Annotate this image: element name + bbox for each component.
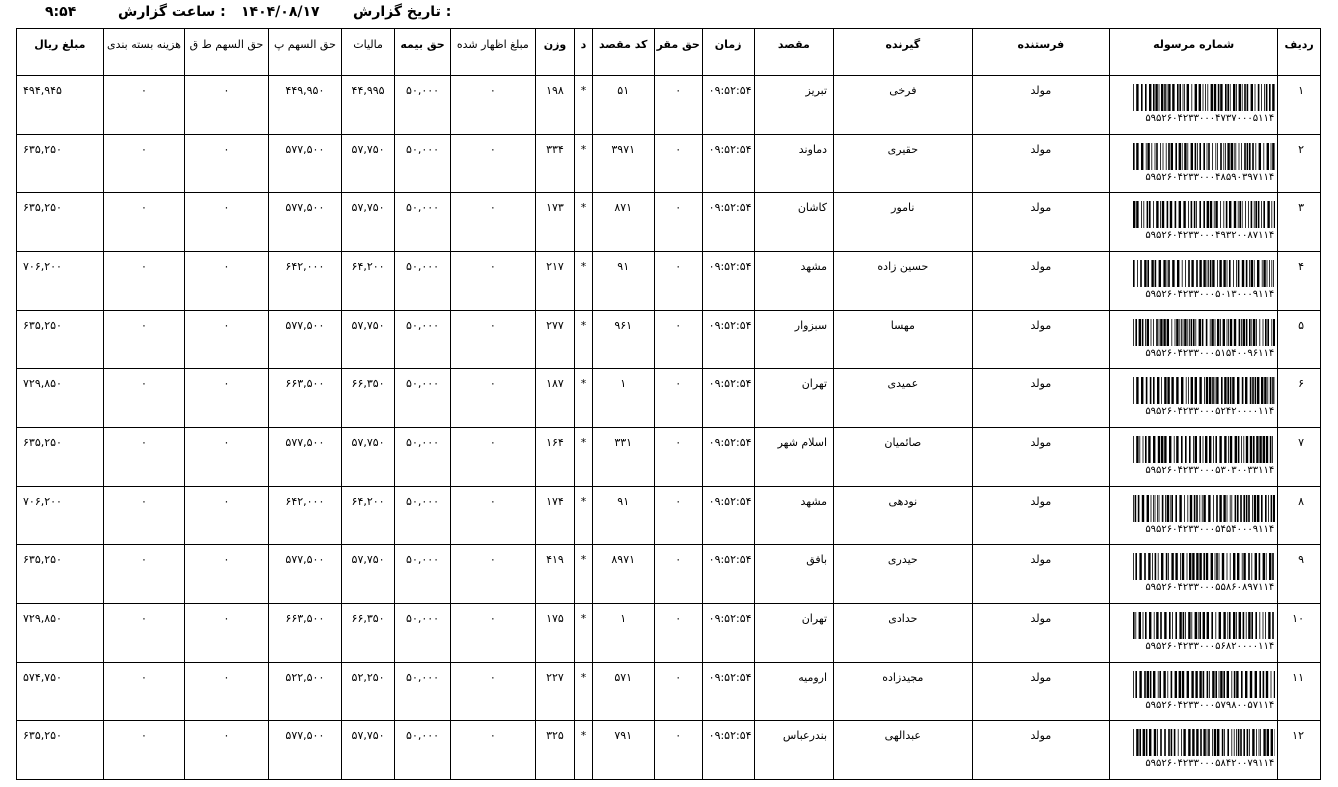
cell-declared: ۰ [451,662,536,721]
cell-tax: ۶۴,۲۰۰ [342,486,395,545]
barcode-icon [1133,612,1275,639]
cell-insurance: ۵۰,۰۰۰ [395,134,451,193]
cell-tracking [1110,486,1278,545]
barcode-icon [1133,436,1275,463]
cell-destination: کاشان [754,193,833,252]
cell-share-tq: ۰ [185,76,269,135]
cell-hq-fee: ۰ [654,427,702,486]
cell-d: * [575,427,592,486]
cell-weight: ۱۷۴ [535,486,575,545]
cell-hq-fee: ۰ [654,603,702,662]
tracking-number: ۵۹۵۲۶۰۴۲۳۳۰۰۰۵۳۰۳۰۰۳۳۱۱۴ [1145,464,1275,476]
cell-receiver: حیدری [834,545,973,604]
cell-declared: ۰ [451,251,536,310]
header-amount: مبلغ ریال [17,29,104,76]
cell-dest-code: ۹۱ [592,486,654,545]
table-row [17,427,1321,486]
cell-declared: ۰ [451,76,536,135]
barcode-icon [1133,495,1275,522]
cell-time: ۰۹:۵۲:۵۴ [702,251,754,310]
cell-hq-fee: ۰ [654,545,702,604]
cell-row: ۵ [1278,310,1321,369]
cell-sender: مولد [972,721,1110,780]
header-tracking: شماره مرسوله [1110,29,1278,76]
tracking-number: ۵۹۵۲۶۰۴۲۳۳۰۰۰۴۸۵۹۰۳۹۷۱۱۴ [1145,171,1275,183]
cell-insurance: ۵۰,۰۰۰ [395,721,451,780]
barcode-icon [1133,260,1275,287]
table-row [17,193,1321,252]
cell-amount: ۶۳۵,۲۵۰ [17,193,104,252]
cell-share-tq: ۰ [185,603,269,662]
table-row [17,76,1321,135]
cell-tracking [1110,427,1278,486]
table-header-row [17,29,1321,76]
cell-sender: مولد [972,662,1110,721]
cell-weight: ۲۱۷ [535,251,575,310]
cell-weight: ۲۷۷ [535,310,575,369]
tracking-number: ۵۹۵۲۶۰۴۲۳۳۰۰۰۵۷۹۸۰۰۵۷۱۱۴ [1145,699,1275,711]
cell-d: * [575,369,592,428]
cell-sender: مولد [972,545,1110,604]
cell-tracking [1110,76,1278,135]
header-weight: وزن [535,29,575,76]
cell-packing: ۰ [103,369,185,428]
tracking-number: ۵۹۵۲۶۰۴۲۳۳۰۰۰۵۰۱۳۰۰۰۹۱۱۴ [1145,288,1275,300]
cell-share-p: ۵۷۷,۵۰۰ [268,134,341,193]
cell-insurance: ۵۰,۰۰۰ [395,486,451,545]
cell-tracking [1110,251,1278,310]
cell-sender: مولد [972,310,1110,369]
cell-row: ۱۲ [1278,721,1321,780]
cell-declared: ۰ [451,427,536,486]
cell-receiver: عمیدی [834,369,973,428]
cell-row: ۸ [1278,486,1321,545]
tracking-number: ۵۹۵۲۶۰۴۲۳۳۰۰۰۵۲۴۲۰۰۰۰۱۱۴ [1145,406,1275,418]
cell-packing: ۰ [103,134,185,193]
cell-row: ۷ [1278,427,1321,486]
cell-time: ۰۹:۵۲:۵۴ [702,545,754,604]
cell-sender: مولد [972,427,1110,486]
cell-share-p: ۵۷۷,۵۰۰ [268,721,341,780]
tracking-number: ۵۹۵۲۶۰۴۲۳۳۰۰۰۵۶۸۲۰۰۰۰۱۱۴ [1145,640,1275,652]
cell-share-p: ۶۴۲,۰۰۰ [268,251,341,310]
cell-weight: ۳۲۵ [535,721,575,780]
cell-weight: ۱۷۳ [535,193,575,252]
barcode-icon [1133,729,1275,756]
cell-receiver: عبدالهی [834,721,973,780]
header-packing: هزینه بسته بندی [103,29,185,76]
cell-time: ۰۹:۵۲:۵۴ [702,76,754,135]
cell-share-p: ۶۶۳,۵۰۰ [268,369,341,428]
cell-dest-code: ۳۹۷۱ [592,134,654,193]
cell-dest-code: ۵۱ [592,76,654,135]
cell-weight: ۳۳۴ [535,134,575,193]
cell-dest-code: ۳۳۱ [592,427,654,486]
cell-destination: مشهد [754,251,833,310]
cell-share-p: ۴۴۹,۹۵۰ [268,76,341,135]
report-header [0,0,1338,28]
barcode-icon [1133,319,1275,346]
table-row [17,310,1321,369]
cell-declared: ۰ [451,193,536,252]
cell-share-tq: ۰ [185,251,269,310]
cell-row: ۱۱ [1278,662,1321,721]
cell-tax: ۵۷,۷۵۰ [342,134,395,193]
tracking-number: ۵۹۵۲۶۰۴۲۳۳۰۰۰۵۸۴۲۰۰۷۹۱۱۴ [1145,758,1275,770]
cell-declared: ۰ [451,721,536,780]
cell-tax: ۶۴,۲۰۰ [342,251,395,310]
cell-row: ۴ [1278,251,1321,310]
cell-amount: ۶۳۵,۲۵۰ [17,721,104,780]
cell-share-p: ۵۲۲,۵۰۰ [268,662,341,721]
header-share-tq: حق السهم ط ق [185,29,269,76]
cell-d: * [575,603,592,662]
tracking-number: ۵۹۵۲۶۰۴۲۳۳۰۰۰۴۹۳۲۰۰۸۷۱۱۴ [1145,230,1275,242]
table-row [17,251,1321,310]
cell-time: ۰۹:۵۲:۵۴ [702,369,754,428]
table-row [17,486,1321,545]
cell-share-tq: ۰ [185,193,269,252]
cell-hq-fee: ۰ [654,76,702,135]
cell-d: * [575,721,592,780]
report-date-label: تاریخ گزارش : [353,4,452,20]
header-destination: مقصد [754,29,833,76]
barcode-icon [1133,553,1275,580]
cell-dest-code: ۹۱ [592,251,654,310]
cell-receiver: نامور [834,193,973,252]
cell-insurance: ۵۰,۰۰۰ [395,369,451,428]
cell-dest-code: ۷۹۱ [592,721,654,780]
cell-share-tq: ۰ [185,486,269,545]
tracking-number: ۵۹۵۲۶۰۴۲۳۳۰۰۰۵۴۵۴۰۰۰۹۱۱۴ [1145,523,1275,535]
cell-hq-fee: ۰ [654,369,702,428]
cell-d: * [575,76,592,135]
cell-insurance: ۵۰,۰۰۰ [395,662,451,721]
cell-share-tq: ۰ [185,310,269,369]
cell-destination: بافق [754,545,833,604]
cell-d: * [575,662,592,721]
cell-dest-code: ۵۷۱ [592,662,654,721]
cell-packing: ۰ [103,603,185,662]
cell-share-tq: ۰ [185,427,269,486]
report-time: ۹:۵۴ [45,4,77,20]
cell-destination: مشهد [754,486,833,545]
shipments-table [16,28,1321,780]
tracking-number: ۵۹۵۲۶۰۴۲۳۳۰۰۰۴۷۳۷۰۰۰۵۱۱۴ [1145,113,1275,124]
table-row [17,369,1321,428]
cell-sender: مولد [972,76,1110,135]
table-row [17,134,1321,193]
cell-dest-code: ۸۷۱ [592,193,654,252]
cell-receiver: حسین زاده [834,251,973,310]
cell-share-tq: ۰ [185,662,269,721]
cell-receiver: مهسا [834,310,973,369]
cell-destination: تبریز [754,76,833,135]
cell-share-p: ۵۷۷,۵۰۰ [268,310,341,369]
cell-packing: ۰ [103,486,185,545]
table-row [17,721,1321,780]
header-dest-code: کد مقصد [592,29,654,76]
cell-declared: ۰ [451,486,536,545]
cell-share-p: ۵۷۷,۵۰۰ [268,193,341,252]
cell-time: ۰۹:۵۲:۵۴ [702,310,754,369]
cell-share-tq: ۰ [185,721,269,780]
cell-time: ۰۹:۵۲:۵۴ [702,662,754,721]
cell-receiver: حقیری [834,134,973,193]
cell-dest-code: ۱ [592,369,654,428]
cell-weight: ۱۷۵ [535,603,575,662]
cell-time: ۰۹:۵۲:۵۴ [702,193,754,252]
cell-insurance: ۵۰,۰۰۰ [395,76,451,135]
cell-amount: ۶۳۵,۲۵۰ [17,134,104,193]
cell-tax: ۵۷,۷۵۰ [342,310,395,369]
cell-tax: ۵۷,۷۵۰ [342,193,395,252]
cell-tracking [1110,662,1278,721]
barcode-icon [1133,84,1275,111]
cell-tracking [1110,310,1278,369]
cell-sender: مولد [972,193,1110,252]
cell-dest-code: ۱ [592,603,654,662]
table-row [17,545,1321,604]
cell-tax: ۵۷,۷۵۰ [342,721,395,780]
cell-weight: ۴۱۹ [535,545,575,604]
barcode-icon [1133,143,1275,170]
header-time: زمان [702,29,754,76]
cell-destination: تهران [754,369,833,428]
cell-receiver: صائمیان [834,427,973,486]
header-sender: فرستنده [972,29,1110,76]
cell-hq-fee: ۰ [654,193,702,252]
tracking-number: ۵۹۵۲۶۰۴۲۳۳۰۰۰۵۵۸۶۰۸۹۷۱۱۴ [1145,582,1275,594]
header-share-p: حق السهم پ [268,29,341,76]
cell-receiver: نودهی [834,486,973,545]
cell-dest-code: ۸۹۷۱ [592,545,654,604]
cell-packing: ۰ [103,76,185,135]
cell-amount: ۷۰۶,۲۰۰ [17,486,104,545]
cell-packing: ۰ [103,427,185,486]
cell-destination: دماوند [754,134,833,193]
cell-row: ۱ [1278,76,1321,135]
cell-time: ۰۹:۵۲:۵۴ [702,721,754,780]
cell-tracking [1110,721,1278,780]
cell-sender: مولد [972,251,1110,310]
cell-packing: ۰ [103,251,185,310]
cell-share-tq: ۰ [185,134,269,193]
cell-weight: ۲۲۷ [535,662,575,721]
cell-weight: ۱۹۸ [535,76,575,135]
header-row: ردیف [1278,29,1321,76]
cell-time: ۰۹:۵۲:۵۴ [702,603,754,662]
cell-sender: مولد [972,369,1110,428]
cell-tracking [1110,545,1278,604]
cell-d: * [575,545,592,604]
cell-packing: ۰ [103,310,185,369]
header-hq-fee: حق مقر [654,29,702,76]
cell-tracking [1110,134,1278,193]
cell-amount: ۶۳۵,۲۵۰ [17,545,104,604]
header-receiver: گیرنده [834,29,973,76]
cell-tracking [1110,369,1278,428]
cell-row: ۶ [1278,369,1321,428]
report-time-label: ساعت گزارش : [118,4,226,20]
cell-packing: ۰ [103,193,185,252]
cell-hq-fee: ۰ [654,251,702,310]
cell-tax: ۵۷,۷۵۰ [342,545,395,604]
cell-destination: بندرعباس [754,721,833,780]
cell-receiver: فرخی [834,76,973,135]
cell-declared: ۰ [451,134,536,193]
cell-insurance: ۵۰,۰۰۰ [395,193,451,252]
cell-amount: ۷۲۹,۸۵۰ [17,369,104,428]
cell-tracking [1110,603,1278,662]
header-insurance: حق بیمه [395,29,451,76]
cell-insurance: ۵۰,۰۰۰ [395,603,451,662]
cell-d: * [575,251,592,310]
cell-insurance: ۵۰,۰۰۰ [395,427,451,486]
cell-d: * [575,310,592,369]
cell-tax: ۶۶,۳۵۰ [342,369,395,428]
cell-share-p: ۵۷۷,۵۰۰ [268,545,341,604]
cell-tax: ۶۶,۳۵۰ [342,603,395,662]
cell-hq-fee: ۰ [654,310,702,369]
cell-destination: سبزوار [754,310,833,369]
cell-insurance: ۵۰,۰۰۰ [395,310,451,369]
cell-share-tq: ۰ [185,545,269,604]
barcode-icon [1133,377,1275,404]
cell-row: ۲ [1278,134,1321,193]
cell-amount: ۶۳۵,۲۵۰ [17,427,104,486]
cell-destination: ارومیه [754,662,833,721]
header-tax: مالیات [342,29,395,76]
cell-amount: ۷۲۹,۸۵۰ [17,603,104,662]
cell-amount: ۵۷۴,۷۵۰ [17,662,104,721]
cell-amount: ۴۹۴,۹۴۵ [17,76,104,135]
header-declared: مبلغ اظهار شده [451,29,536,76]
barcode-icon [1133,201,1275,228]
cell-receiver: مجیدزاده [834,662,973,721]
cell-declared: ۰ [451,369,536,428]
cell-hq-fee: ۰ [654,721,702,780]
report-date: ۱۴۰۴/۰۸/۱۷ [241,4,320,20]
cell-share-p: ۶۴۲,۰۰۰ [268,486,341,545]
cell-sender: مولد [972,486,1110,545]
cell-time: ۰۹:۵۲:۵۴ [702,134,754,193]
cell-insurance: ۵۰,۰۰۰ [395,545,451,604]
cell-weight: ۱۶۴ [535,427,575,486]
cell-packing: ۰ [103,662,185,721]
cell-declared: ۰ [451,545,536,604]
cell-hq-fee: ۰ [654,662,702,721]
cell-tax: ۵۷,۷۵۰ [342,427,395,486]
cell-amount: ۷۰۶,۲۰۰ [17,251,104,310]
cell-row: ۱۰ [1278,603,1321,662]
tracking-number: ۵۹۵۲۶۰۴۲۳۳۰۰۰۵۱۵۴۰۰۹۶۱۱۴ [1145,347,1275,359]
cell-time: ۰۹:۵۲:۵۴ [702,427,754,486]
cell-packing: ۰ [103,545,185,604]
cell-destination: تهران [754,603,833,662]
cell-packing: ۰ [103,721,185,780]
cell-tax: ۵۲,۲۵۰ [342,662,395,721]
cell-hq-fee: ۰ [654,486,702,545]
cell-destination: اسلام شهر [754,427,833,486]
cell-row: ۹ [1278,545,1321,604]
cell-d: * [575,193,592,252]
cell-d: * [575,134,592,193]
table-row [17,603,1321,662]
cell-sender: مولد [972,603,1110,662]
cell-tax: ۴۴,۹۹۵ [342,76,395,135]
cell-row: ۳ [1278,193,1321,252]
cell-share-tq: ۰ [185,369,269,428]
cell-amount: ۶۳۵,۲۵۰ [17,310,104,369]
table-row [17,662,1321,721]
cell-sender: مولد [972,134,1110,193]
cell-declared: ۰ [451,310,536,369]
cell-dest-code: ۹۶۱ [592,310,654,369]
table-body [17,76,1321,780]
barcode-icon [1133,671,1275,698]
cell-share-p: ۵۷۷,۵۰۰ [268,427,341,486]
cell-receiver: حدادی [834,603,973,662]
cell-d: * [575,486,592,545]
cell-hq-fee: ۰ [654,134,702,193]
cell-tracking [1110,193,1278,252]
header-d: د [575,29,592,76]
cell-weight: ۱۸۷ [535,369,575,428]
cell-share-p: ۶۶۳,۵۰۰ [268,603,341,662]
cell-declared: ۰ [451,603,536,662]
cell-insurance: ۵۰,۰۰۰ [395,251,451,310]
cell-time: ۰۹:۵۲:۵۴ [702,486,754,545]
